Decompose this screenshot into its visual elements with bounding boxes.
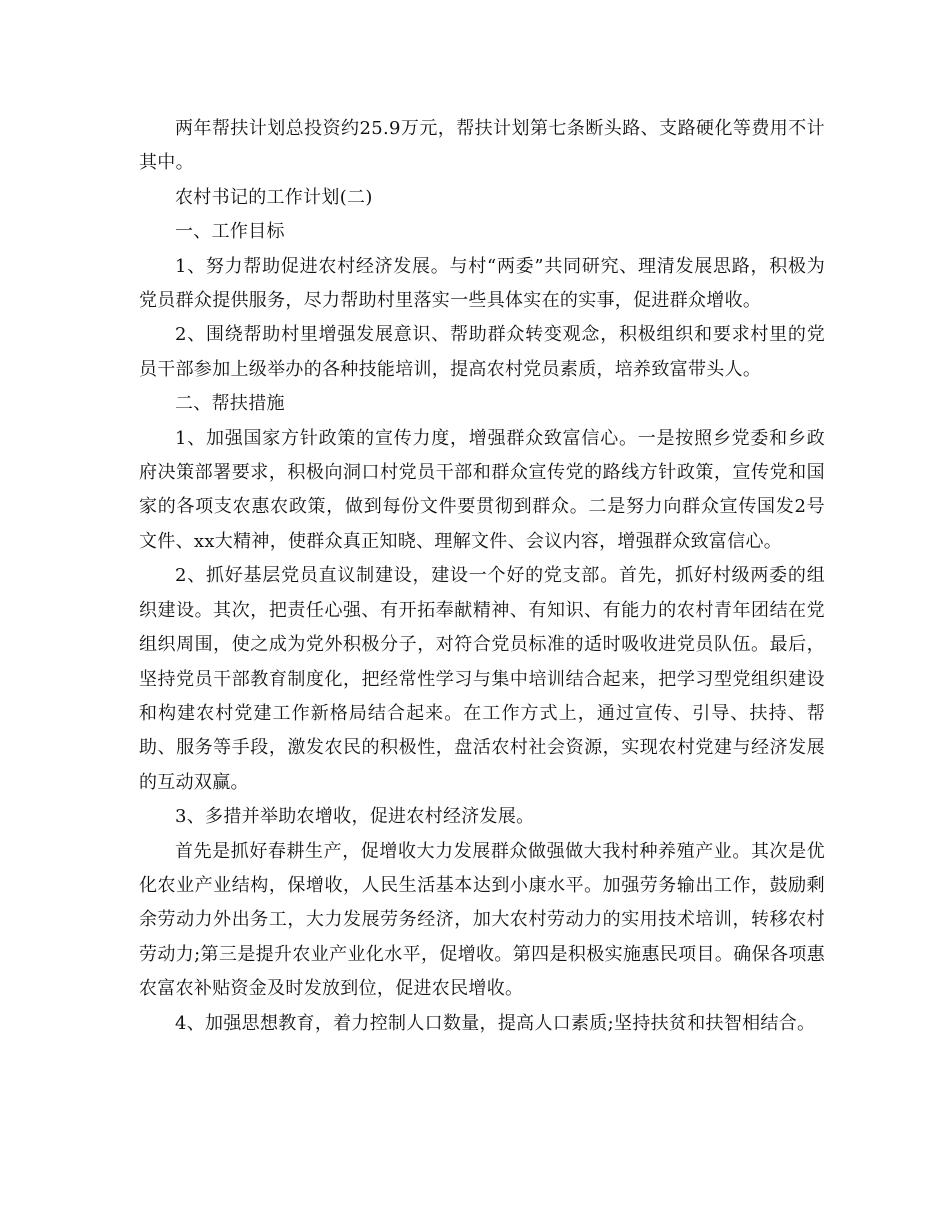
paragraph-goal-1: 1、努力帮助促进农村经济发展。与村“两委”共同研究、理清发展思路，积极为党员群众提供服务，尽力帮助村里落实一些具体实在的实事，促进群众增收。 bbox=[139, 255, 825, 312]
paragraph-measure-2: 2、抓好基层党员直议制建设，建设一个好的党支部。首先，抓好村级两委的组织建设。其次，把责任心强、有开拓奉献精神、有知识、有能力的农村青年团结在党组织周围，使之成为党外积极分子，对符合党员标准的适时吸收进党员队伍。最后，坚持党员干部教育制度化，把经常性学习与集中培训结合起来，把学习型党组织建设和构建农村党建工作新格局结合起来。在工作方式上，通过宣传、引导、扶持、帮助、服务等手段，激发农民的积极性，盘活农村社会资源，实现农村党建与经济发展的互动双赢。 bbox=[139, 565, 825, 793]
document-body bbox=[139, 112, 825, 1041]
paragraph-measure-3-detail: 首先是抓好春耕生产，促增收大力发展群众做强做大我村种养殖产业。其次是优化农业产业结构，保增收，人民生活基本达到小康水平。加强劳务输出工作，鼓励剩余劳动力外出务工，大力发展劳务经济，加大农村劳动力的实用技术培训，转移农村劳动力;第三是提升农业产业化水平，促增收。第四是积极实施惠民项目。确保各项惠农富农补贴资金及时发放到位，促进农民增收。 bbox=[139, 840, 825, 1000]
paragraph-measure-3: 3、多措并举助农增收，促进农村经济发展。 bbox=[175, 806, 535, 828]
paragraph-measure-1: 1、加强国家方针政策的宣传力度，增强群众致富信心。一是按照乡党委和乡政府决策部署要求，积极向洞口村党员干部和群众宣传党的路线方针政策，宣传党和国家的各项支农惠农政策，做到每份文件要贯彻到群众。二是努力向群众宣传国发2号文件、xx大精神，使群众真正知晓、理解文件、会议内容，增强群众致富信心。 bbox=[139, 427, 825, 552]
heading-work-goals: 一、工作目标 bbox=[175, 221, 285, 243]
paragraph-measure-4: 4、加强思想教育，着力控制人口数量，提高人口素质;坚持扶贫和扶智相结合。 bbox=[175, 1012, 816, 1034]
paragraph-goal-2: 2、围绕帮助村里增强发展意识、帮助群众转变观念，积极组织和要求村里的党员干部参加上级举办的各种技能培训，提高农村党员素质，培养致富带头人。 bbox=[139, 324, 825, 380]
heading-support-measures: 二、帮扶措施 bbox=[175, 393, 285, 415]
paragraph-investment-summary: 两年帮扶计划总投资约25.9万元，帮扶计划第七条断头路、支路硬化等费用不计其中。 bbox=[139, 118, 825, 174]
section-title-plan-two: 农村书记的工作计划(二) bbox=[175, 186, 373, 208]
